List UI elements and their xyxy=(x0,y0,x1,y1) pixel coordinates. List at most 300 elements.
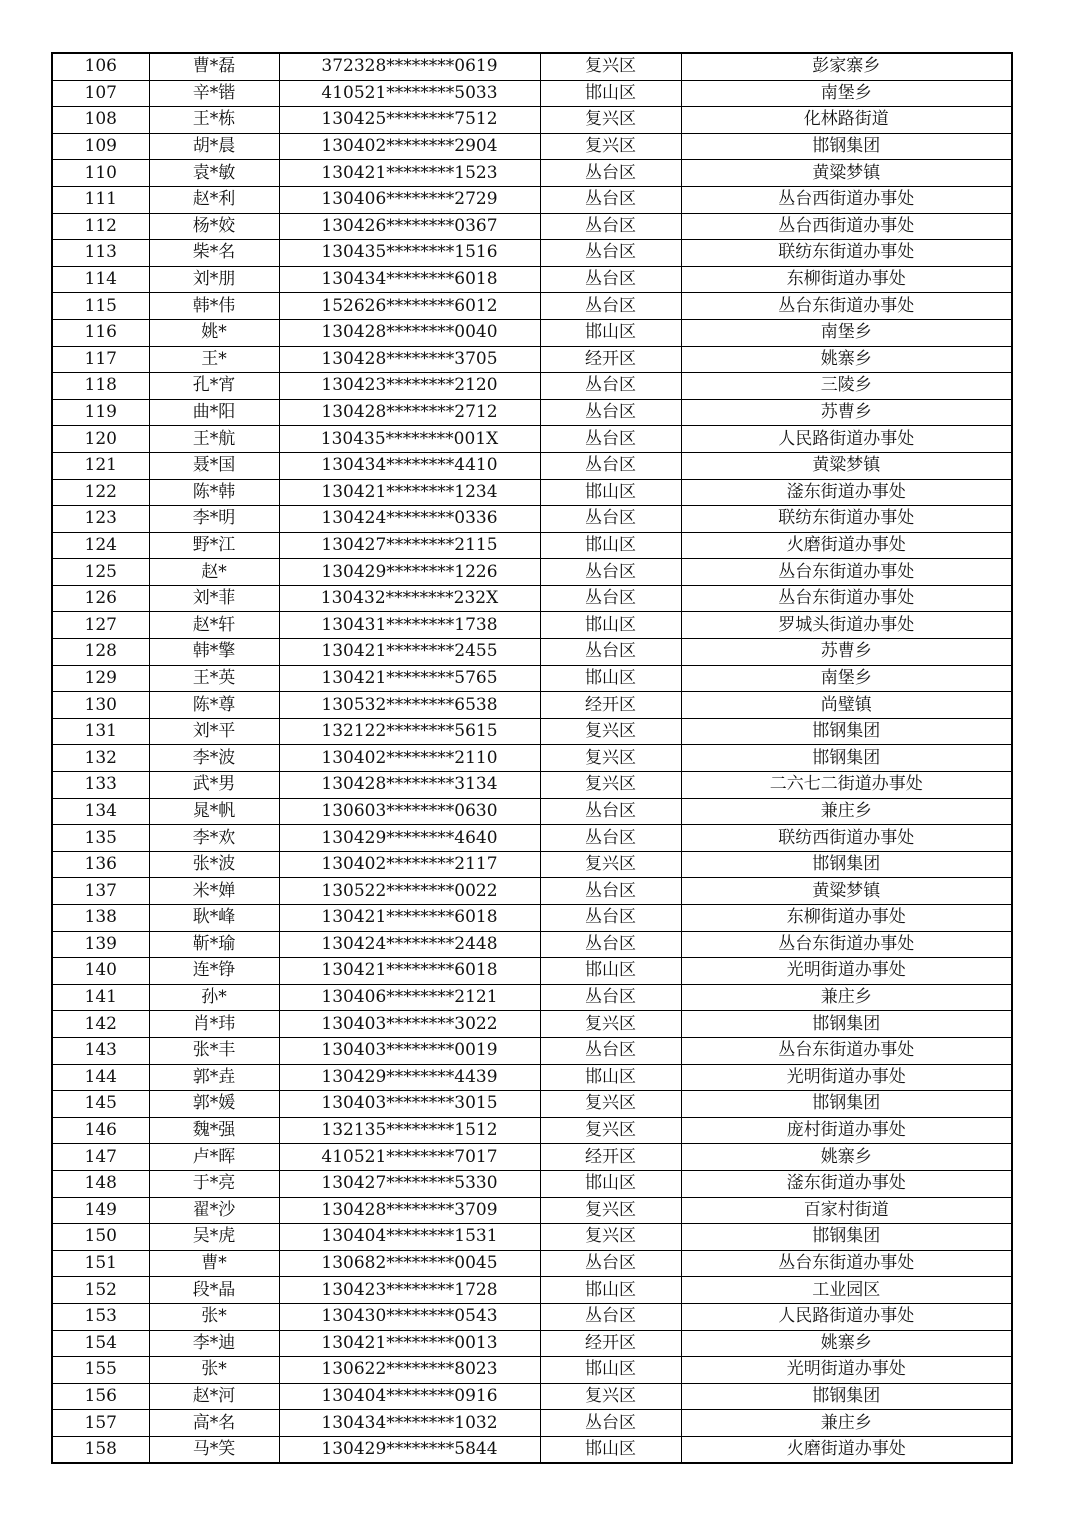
id-number-cell: 130421********2455 xyxy=(279,639,540,666)
row-number-cell: 109 xyxy=(52,133,149,160)
table-row xyxy=(52,1037,1012,1064)
row-number-cell: 117 xyxy=(52,346,149,373)
table-row xyxy=(52,319,1012,346)
district-cell: 丛台区 xyxy=(540,452,681,479)
table-row xyxy=(52,612,1012,639)
row-number-cell: 152 xyxy=(52,1277,149,1304)
id-number-cell: 130428********3134 xyxy=(279,772,540,799)
table-row xyxy=(52,1410,1012,1437)
id-number-cell: 130403********3015 xyxy=(279,1091,540,1118)
subdistrict-cell: 邯钢集团 xyxy=(681,1224,1012,1251)
name-cell: 武*男 xyxy=(149,772,279,799)
row-number-cell: 140 xyxy=(52,958,149,985)
name-cell: 曲*阳 xyxy=(149,399,279,426)
row-number-cell: 115 xyxy=(52,293,149,320)
subdistrict-cell: 兼庄乡 xyxy=(681,984,1012,1011)
row-number-cell: 123 xyxy=(52,506,149,533)
subdistrict-cell: 丛台西街道办事处 xyxy=(681,186,1012,213)
row-number-cell: 156 xyxy=(52,1383,149,1410)
id-number-cell: 130424********2448 xyxy=(279,931,540,958)
id-number-cell: 130426********0367 xyxy=(279,213,540,240)
row-number-cell: 151 xyxy=(52,1250,149,1277)
district-cell: 邯山区 xyxy=(540,80,681,107)
table-row xyxy=(52,718,1012,745)
row-number-cell: 110 xyxy=(52,160,149,187)
row-number-cell: 116 xyxy=(52,319,149,346)
name-cell: 刘*朋 xyxy=(149,266,279,293)
district-cell: 丛台区 xyxy=(540,984,681,1011)
subdistrict-cell: 邯钢集团 xyxy=(681,1383,1012,1410)
subdistrict-cell: 苏曹乡 xyxy=(681,639,1012,666)
district-cell: 丛台区 xyxy=(540,878,681,905)
id-number-cell: 130429********5844 xyxy=(279,1436,540,1463)
name-cell: 孙* xyxy=(149,984,279,1011)
table-row xyxy=(52,1224,1012,1251)
id-number-cell: 132122********5615 xyxy=(279,718,540,745)
table-row xyxy=(52,373,1012,400)
subdistrict-cell: 丛台东街道办事处 xyxy=(681,293,1012,320)
roster-table xyxy=(51,52,1013,1464)
table-row xyxy=(52,1091,1012,1118)
row-number-cell: 126 xyxy=(52,585,149,612)
district-cell: 丛台区 xyxy=(540,1410,681,1437)
name-cell: 姚* xyxy=(149,319,279,346)
name-cell: 野*江 xyxy=(149,532,279,559)
table-row xyxy=(52,240,1012,267)
table-row xyxy=(52,452,1012,479)
name-cell: 魏*强 xyxy=(149,1117,279,1144)
name-cell: 孔*宵 xyxy=(149,373,279,400)
row-number-cell: 153 xyxy=(52,1303,149,1330)
name-cell: 杨*姣 xyxy=(149,213,279,240)
row-number-cell: 112 xyxy=(52,213,149,240)
name-cell: 赵*利 xyxy=(149,186,279,213)
name-cell: 肖*玮 xyxy=(149,1011,279,1038)
row-number-cell: 145 xyxy=(52,1091,149,1118)
subdistrict-cell: 丛台东街道办事处 xyxy=(681,1037,1012,1064)
table-row xyxy=(52,293,1012,320)
row-number-cell: 130 xyxy=(52,692,149,719)
id-number-cell: 130428********0040 xyxy=(279,319,540,346)
table-row xyxy=(52,665,1012,692)
id-number-cell: 130532********6538 xyxy=(279,692,540,719)
table-row xyxy=(52,346,1012,373)
subdistrict-cell: 邯钢集团 xyxy=(681,851,1012,878)
district-cell: 丛台区 xyxy=(540,1303,681,1330)
table-row xyxy=(52,931,1012,958)
subdistrict-cell: 邯钢集团 xyxy=(681,133,1012,160)
subdistrict-cell: 光明街道办事处 xyxy=(681,1064,1012,1091)
district-cell: 复兴区 xyxy=(540,745,681,772)
id-number-cell: 130404********0916 xyxy=(279,1383,540,1410)
table-row xyxy=(52,426,1012,453)
id-number-cell: 130427********2115 xyxy=(279,532,540,559)
district-cell: 丛台区 xyxy=(540,1037,681,1064)
table-row xyxy=(52,878,1012,905)
district-cell: 经开区 xyxy=(540,1330,681,1357)
name-cell: 张*波 xyxy=(149,851,279,878)
subdistrict-cell: 人民路街道办事处 xyxy=(681,1303,1012,1330)
name-cell: 刘*菲 xyxy=(149,585,279,612)
row-number-cell: 157 xyxy=(52,1410,149,1437)
district-cell: 丛台区 xyxy=(540,399,681,426)
table-row xyxy=(52,559,1012,586)
name-cell: 李*欢 xyxy=(149,825,279,852)
id-number-cell: 130429********4439 xyxy=(279,1064,540,1091)
id-number-cell: 132135********1512 xyxy=(279,1117,540,1144)
table-row xyxy=(52,1250,1012,1277)
id-number-cell: 130425********7512 xyxy=(279,107,540,134)
id-number-cell: 372328********0619 xyxy=(279,53,540,80)
table-row xyxy=(52,186,1012,213)
name-cell: 段*晶 xyxy=(149,1277,279,1304)
subdistrict-cell: 兼庄乡 xyxy=(681,798,1012,825)
subdistrict-cell: 丛台东街道办事处 xyxy=(681,559,1012,586)
name-cell: 曹* xyxy=(149,1250,279,1277)
subdistrict-cell: 姚寨乡 xyxy=(681,1330,1012,1357)
id-number-cell: 130421********1523 xyxy=(279,160,540,187)
name-cell: 翟*沙 xyxy=(149,1197,279,1224)
id-number-cell: 130522********0022 xyxy=(279,878,540,905)
table-row xyxy=(52,958,1012,985)
subdistrict-cell: 彭家寨乡 xyxy=(681,53,1012,80)
name-cell: 李*迪 xyxy=(149,1330,279,1357)
table-row xyxy=(52,1383,1012,1410)
district-cell: 邯山区 xyxy=(540,479,681,506)
id-number-cell: 410521********5033 xyxy=(279,80,540,107)
name-cell: 吴*虎 xyxy=(149,1224,279,1251)
name-cell: 赵* xyxy=(149,559,279,586)
table-row xyxy=(52,1011,1012,1038)
id-number-cell: 130428********3709 xyxy=(279,1197,540,1224)
row-number-cell: 148 xyxy=(52,1170,149,1197)
row-number-cell: 107 xyxy=(52,80,149,107)
district-cell: 邯山区 xyxy=(540,958,681,985)
name-cell: 柴*名 xyxy=(149,240,279,267)
id-number-cell: 130434********6018 xyxy=(279,266,540,293)
subdistrict-cell: 东柳街道办事处 xyxy=(681,266,1012,293)
id-number-cell: 130402********2904 xyxy=(279,133,540,160)
district-cell: 丛台区 xyxy=(540,825,681,852)
id-number-cell: 130431********1738 xyxy=(279,612,540,639)
id-number-cell: 130424********0336 xyxy=(279,506,540,533)
id-number-cell: 130429********1226 xyxy=(279,559,540,586)
name-cell: 王*栋 xyxy=(149,107,279,134)
name-cell: 聂*国 xyxy=(149,452,279,479)
id-number-cell: 130434********1032 xyxy=(279,1410,540,1437)
table-row xyxy=(52,266,1012,293)
row-number-cell: 114 xyxy=(52,266,149,293)
subdistrict-cell: 丛台东街道办事处 xyxy=(681,931,1012,958)
row-number-cell: 106 xyxy=(52,53,149,80)
subdistrict-cell: 邯钢集团 xyxy=(681,1091,1012,1118)
id-number-cell: 130402********2117 xyxy=(279,851,540,878)
row-number-cell: 139 xyxy=(52,931,149,958)
id-number-cell: 130423********1728 xyxy=(279,1277,540,1304)
subdistrict-cell: 兼庄乡 xyxy=(681,1410,1012,1437)
name-cell: 辛*锴 xyxy=(149,80,279,107)
subdistrict-cell: 光明街道办事处 xyxy=(681,1357,1012,1384)
subdistrict-cell: 姚寨乡 xyxy=(681,346,1012,373)
subdistrict-cell: 工业园区 xyxy=(681,1277,1012,1304)
table-row xyxy=(52,1064,1012,1091)
subdistrict-cell: 庞村街道办事处 xyxy=(681,1117,1012,1144)
name-cell: 胡*晨 xyxy=(149,133,279,160)
row-number-cell: 132 xyxy=(52,745,149,772)
id-number-cell: 130682********0045 xyxy=(279,1250,540,1277)
district-cell: 丛台区 xyxy=(540,639,681,666)
name-cell: 袁*敏 xyxy=(149,160,279,187)
district-cell: 复兴区 xyxy=(540,851,681,878)
id-number-cell: 410521********7017 xyxy=(279,1144,540,1171)
district-cell: 邯山区 xyxy=(540,1357,681,1384)
row-number-cell: 113 xyxy=(52,240,149,267)
district-cell: 丛台区 xyxy=(540,559,681,586)
id-number-cell: 130421********5765 xyxy=(279,665,540,692)
table-row xyxy=(52,1357,1012,1384)
name-cell: 陈*韩 xyxy=(149,479,279,506)
id-number-cell: 130622********8023 xyxy=(279,1357,540,1384)
subdistrict-cell: 丛台西街道办事处 xyxy=(681,213,1012,240)
district-cell: 经开区 xyxy=(540,692,681,719)
name-cell: 郭*垚 xyxy=(149,1064,279,1091)
subdistrict-cell: 人民路街道办事处 xyxy=(681,426,1012,453)
district-cell: 复兴区 xyxy=(540,1091,681,1118)
subdistrict-cell: 黄粱梦镇 xyxy=(681,160,1012,187)
row-number-cell: 128 xyxy=(52,639,149,666)
row-number-cell: 149 xyxy=(52,1197,149,1224)
row-number-cell: 108 xyxy=(52,107,149,134)
row-number-cell: 125 xyxy=(52,559,149,586)
name-cell: 曹*磊 xyxy=(149,53,279,80)
district-cell: 丛台区 xyxy=(540,213,681,240)
district-cell: 丛台区 xyxy=(540,931,681,958)
row-number-cell: 138 xyxy=(52,905,149,932)
row-number-cell: 119 xyxy=(52,399,149,426)
row-number-cell: 121 xyxy=(52,452,149,479)
subdistrict-cell: 南堡乡 xyxy=(681,665,1012,692)
table-row xyxy=(52,160,1012,187)
subdistrict-cell: 邯钢集团 xyxy=(681,718,1012,745)
table-row xyxy=(52,798,1012,825)
id-number-cell: 130429********4640 xyxy=(279,825,540,852)
table-row xyxy=(52,506,1012,533)
subdistrict-cell: 姚寨乡 xyxy=(681,1144,1012,1171)
district-cell: 丛台区 xyxy=(540,798,681,825)
subdistrict-cell: 尚璧镇 xyxy=(681,692,1012,719)
row-number-cell: 143 xyxy=(52,1037,149,1064)
table-row xyxy=(52,53,1012,80)
id-number-cell: 130421********6018 xyxy=(279,905,540,932)
district-cell: 丛台区 xyxy=(540,266,681,293)
name-cell: 连*铮 xyxy=(149,958,279,985)
subdistrict-cell: 联纺东街道办事处 xyxy=(681,506,1012,533)
subdistrict-cell: 南堡乡 xyxy=(681,319,1012,346)
subdistrict-cell: 二六七二街道办事处 xyxy=(681,772,1012,799)
subdistrict-cell: 苏曹乡 xyxy=(681,399,1012,426)
name-cell: 陈*尊 xyxy=(149,692,279,719)
district-cell: 丛台区 xyxy=(540,160,681,187)
row-number-cell: 154 xyxy=(52,1330,149,1357)
table-row xyxy=(52,1170,1012,1197)
table-row xyxy=(52,1144,1012,1171)
subdistrict-cell: 丛台东街道办事处 xyxy=(681,585,1012,612)
subdistrict-cell: 丛台东街道办事处 xyxy=(681,1250,1012,1277)
subdistrict-cell: 火磨街道办事处 xyxy=(681,532,1012,559)
id-number-cell: 130432********232X xyxy=(279,585,540,612)
row-number-cell: 155 xyxy=(52,1357,149,1384)
district-cell: 复兴区 xyxy=(540,1011,681,1038)
district-cell: 经开区 xyxy=(540,1144,681,1171)
name-cell: 于*亮 xyxy=(149,1170,279,1197)
table-row xyxy=(52,80,1012,107)
id-number-cell: 130435********1516 xyxy=(279,240,540,267)
district-cell: 邯山区 xyxy=(540,665,681,692)
name-cell: 卢*晖 xyxy=(149,1144,279,1171)
row-number-cell: 120 xyxy=(52,426,149,453)
name-cell: 王*航 xyxy=(149,426,279,453)
district-cell: 邯山区 xyxy=(540,532,681,559)
row-number-cell: 147 xyxy=(52,1144,149,1171)
table-row xyxy=(52,1436,1012,1463)
subdistrict-cell: 邯钢集团 xyxy=(681,1011,1012,1038)
id-number-cell: 130428********2712 xyxy=(279,399,540,426)
id-number-cell: 130434********4410 xyxy=(279,452,540,479)
id-number-cell: 130428********3705 xyxy=(279,346,540,373)
name-cell: 韩*擎 xyxy=(149,639,279,666)
district-cell: 邯山区 xyxy=(540,1170,681,1197)
name-cell: 高*名 xyxy=(149,1410,279,1437)
subdistrict-cell: 化林路街道 xyxy=(681,107,1012,134)
subdistrict-cell: 黄粱梦镇 xyxy=(681,878,1012,905)
subdistrict-cell: 东柳街道办事处 xyxy=(681,905,1012,932)
table-row xyxy=(52,532,1012,559)
row-number-cell: 136 xyxy=(52,851,149,878)
subdistrict-cell: 罗城头街道办事处 xyxy=(681,612,1012,639)
row-number-cell: 127 xyxy=(52,612,149,639)
id-number-cell: 130406********2729 xyxy=(279,186,540,213)
subdistrict-cell: 滏东街道办事处 xyxy=(681,479,1012,506)
district-cell: 丛台区 xyxy=(540,240,681,267)
district-cell: 丛台区 xyxy=(540,506,681,533)
name-cell: 赵*河 xyxy=(149,1383,279,1410)
id-number-cell: 130421********6018 xyxy=(279,958,540,985)
id-number-cell: 130427********5330 xyxy=(279,1170,540,1197)
id-number-cell: 130603********0630 xyxy=(279,798,540,825)
subdistrict-cell: 南堡乡 xyxy=(681,80,1012,107)
district-cell: 丛台区 xyxy=(540,186,681,213)
id-number-cell: 130421********1234 xyxy=(279,479,540,506)
subdistrict-cell: 联纺东街道办事处 xyxy=(681,240,1012,267)
district-cell: 丛台区 xyxy=(540,585,681,612)
id-number-cell: 130430********0543 xyxy=(279,1303,540,1330)
row-number-cell: 150 xyxy=(52,1224,149,1251)
row-number-cell: 158 xyxy=(52,1436,149,1463)
id-number-cell: 130403********0019 xyxy=(279,1037,540,1064)
row-number-cell: 118 xyxy=(52,373,149,400)
district-cell: 丛台区 xyxy=(540,1250,681,1277)
name-cell: 张* xyxy=(149,1357,279,1384)
row-number-cell: 137 xyxy=(52,878,149,905)
roster-table-body xyxy=(52,53,1012,1463)
name-cell: 赵*轩 xyxy=(149,612,279,639)
district-cell: 邯山区 xyxy=(540,1064,681,1091)
district-cell: 邯山区 xyxy=(540,319,681,346)
row-number-cell: 129 xyxy=(52,665,149,692)
id-number-cell: 130421********0013 xyxy=(279,1330,540,1357)
district-cell: 复兴区 xyxy=(540,772,681,799)
district-cell: 复兴区 xyxy=(540,107,681,134)
subdistrict-cell: 滏东街道办事处 xyxy=(681,1170,1012,1197)
row-number-cell: 134 xyxy=(52,798,149,825)
name-cell: 韩*伟 xyxy=(149,293,279,320)
name-cell: 张*丰 xyxy=(149,1037,279,1064)
district-cell: 丛台区 xyxy=(540,293,681,320)
table-row xyxy=(52,1197,1012,1224)
subdistrict-cell: 百家村街道 xyxy=(681,1197,1012,1224)
table-row xyxy=(52,479,1012,506)
row-number-cell: 146 xyxy=(52,1117,149,1144)
name-cell: 郭*媛 xyxy=(149,1091,279,1118)
row-number-cell: 131 xyxy=(52,718,149,745)
name-cell: 王*英 xyxy=(149,665,279,692)
id-number-cell: 130403********3022 xyxy=(279,1011,540,1038)
district-cell: 邯山区 xyxy=(540,1436,681,1463)
district-cell: 经开区 xyxy=(540,346,681,373)
name-cell: 王* xyxy=(149,346,279,373)
table-row xyxy=(52,984,1012,1011)
row-number-cell: 135 xyxy=(52,825,149,852)
district-cell: 复兴区 xyxy=(540,53,681,80)
id-number-cell: 130402********2110 xyxy=(279,745,540,772)
table-row xyxy=(52,772,1012,799)
table-row xyxy=(52,585,1012,612)
district-cell: 邯山区 xyxy=(540,1277,681,1304)
table-row xyxy=(52,851,1012,878)
table-row xyxy=(52,1277,1012,1304)
name-cell: 靳*瑜 xyxy=(149,931,279,958)
row-number-cell: 144 xyxy=(52,1064,149,1091)
district-cell: 复兴区 xyxy=(540,133,681,160)
name-cell: 刘*平 xyxy=(149,718,279,745)
subdistrict-cell: 联纺西街道办事处 xyxy=(681,825,1012,852)
district-cell: 复兴区 xyxy=(540,718,681,745)
table-row xyxy=(52,692,1012,719)
name-cell: 李*波 xyxy=(149,745,279,772)
district-cell: 复兴区 xyxy=(540,1383,681,1410)
district-cell: 复兴区 xyxy=(540,1117,681,1144)
subdistrict-cell: 邯钢集团 xyxy=(681,745,1012,772)
name-cell: 李*明 xyxy=(149,506,279,533)
table-row xyxy=(52,107,1012,134)
id-number-cell: 130406********2121 xyxy=(279,984,540,1011)
district-cell: 丛台区 xyxy=(540,426,681,453)
row-number-cell: 122 xyxy=(52,479,149,506)
district-cell: 丛台区 xyxy=(540,373,681,400)
row-number-cell: 141 xyxy=(52,984,149,1011)
name-cell: 米*婵 xyxy=(149,878,279,905)
district-cell: 丛台区 xyxy=(540,905,681,932)
id-number-cell: 130404********1531 xyxy=(279,1224,540,1251)
id-number-cell: 130435********001X xyxy=(279,426,540,453)
table-row xyxy=(52,745,1012,772)
table-row xyxy=(52,1303,1012,1330)
subdistrict-cell: 黄粱梦镇 xyxy=(681,452,1012,479)
row-number-cell: 133 xyxy=(52,772,149,799)
name-cell: 耿*峰 xyxy=(149,905,279,932)
table-row xyxy=(52,399,1012,426)
district-cell: 复兴区 xyxy=(540,1197,681,1224)
